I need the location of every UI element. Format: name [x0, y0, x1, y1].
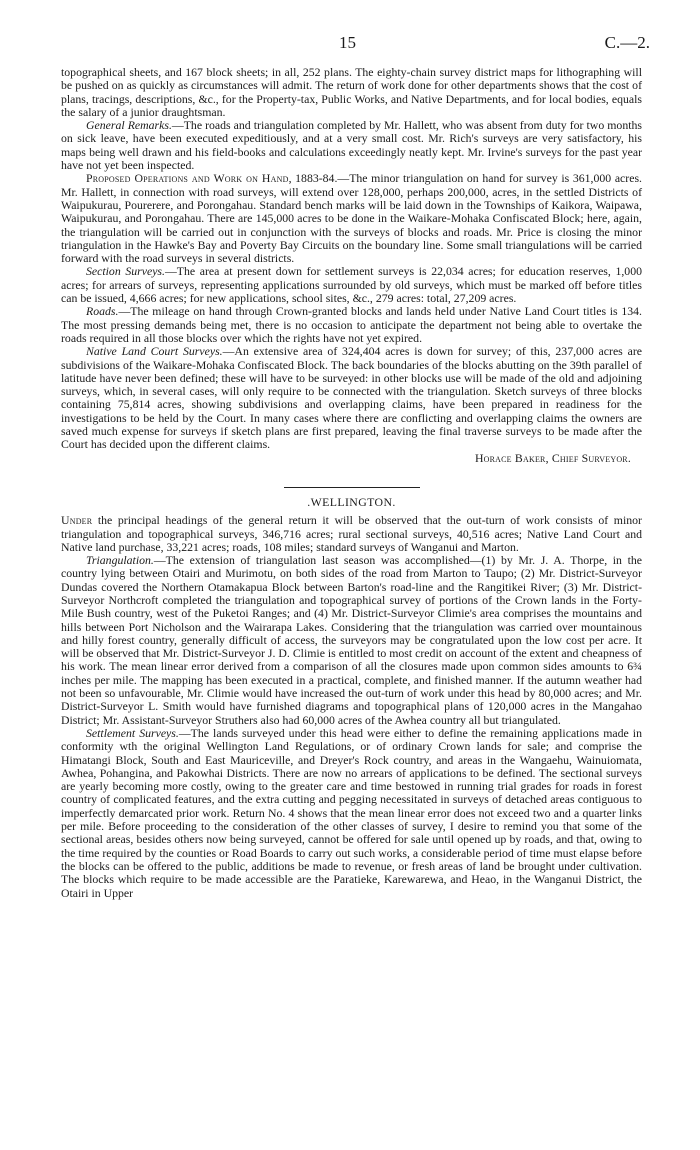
paragraph-text: —The mileage on hand through Crown-granted blocks and lands held under Native Land Court titles is 134. The most pressing demands being met, there is no occasion to anticipate the department not being able to overtake the roads required in all those blocks over which the rights have not yet expired.	[61, 304, 642, 345]
paragraph-native-land-court	[61, 345, 642, 451]
section-divider	[284, 487, 420, 488]
paragraph-heading: Settlement Surveys.	[86, 725, 179, 740]
paragraph-text: —The lands surveyed under this head were either to define the remaining applications made in conformity wth the original Wellington Land Regulations, or of ordinary Crown lands for sale; and comprise the Himatangi Block, South and East Mauriceville, and Dreyer's Rock country, and areas in the Wangaehu, Wainuiomata, Awhea, Pohangina, and Pakowhai Districts. There are now no arrears of applications to be defined. The sectional surveys are yearly becoming more costly, owing to the greater care and time bestowed in running trial grades for roads in forest country of complicated features, and the extra cutting and pegging necessitated in surveys of detached areas contiguous to imperfectly demarcated prior work. Return No. 4 shows that the mean linear error does not exceed two and a quarter links per mile. Before proceeding to the consideration of the other classes of survey, I desire to remind you that some of the sectional areas, besides others now being surveyed, cannot be offered for sale until opened up by roads, and that, owing to the time required by the counties or Road Boards to carry out such works, a considerable period of time must elapse before the blocks can be offered to the public, additions be made to revenue, or fresh areas of land be brought under cultivation. The blocks which require to be made accessible are the Paratieke, Karewarewa, and Heao, in the Wanganui District, the Otairi in Upper	[61, 725, 642, 900]
section-heading-wellington: .WELLINGTON.	[307, 494, 396, 509]
page-number: 15	[339, 33, 356, 52]
paragraph-lead-word: Under	[61, 513, 93, 528]
paragraph-proposed-operations	[61, 172, 642, 265]
paragraph-text: the principal headings of the general return it will be observed that the out-turn of work consists of minor triangulation and topographical surveys, 346,716 acres; rural sectional surveys, 40,516 acres; Native Land Court and Native land purchase, 33,221 acres; roads, 108 miles; standard surveys of Wanganui and Marton.	[61, 513, 642, 554]
document-reference: C.—2.	[604, 33, 650, 52]
paragraph-drafting-continued	[61, 66, 642, 119]
paragraph-roads	[61, 305, 642, 345]
paragraph-heading: Triangulation.	[86, 553, 154, 568]
page-header	[0, 33, 700, 56]
paragraph-heading: Native Land Court Surveys.	[86, 344, 223, 359]
paragraph-heading: General Remarks.	[86, 118, 172, 133]
paragraph-settlement-surveys	[61, 727, 642, 900]
signature: Horace Baker, Chief Surveyor.	[474, 450, 631, 465]
paragraph-triangulation	[61, 554, 642, 727]
paragraph-text: topographical sheets, and 167 block sheets; in all, 252 plans. The eighty-chain survey district maps for lithographing will be pushed on as quickly as circumstances will admit. The return of work done for other departments shows that the cost of plans, tracings, descriptions, &c., for the Property-tax, Public Works, and Native Departments, and for local bodies, equals the salary of a junior draughtsman.	[61, 65, 642, 119]
paragraph-section-surveys	[61, 265, 642, 305]
paragraph-heading: Proposed Operations and Work on Hand	[86, 171, 289, 186]
page-body	[61, 66, 642, 900]
paragraph-text: , 1883-84.—The minor triangulation on hand for survey is 361,000 acres. Mr. Hallett, in connection with road surveys, will extend over 128,000, perhaps 200,000, acres, in the settled Districts of Waipukurau, Pourerere, and Porongahau. Standard bench marks will be laid down in the Townships of Kaikora, Waipawa, Waipukurau, and Porongahau. There are 145,000 acres to be done in the Waikare-Mohaka Confiscated Block; here, again, the triangulation will be carried out in conjunction with the surveys of blocks and roads. Mr. Price is closing the minor triangulation in the Hawke's Bay and Poverty Bay Circuits on the boundary line. Some small triangulations will be carried forward with the road surveys in several districts.	[61, 171, 642, 266]
paragraph-text: —The extension of triangulation last season was accomplished—(1) by Mr. J. A. Thorpe, in the country lying between Otairi and Murimotu, on both sides of the road from Marton to Taupo; (2) Mr. District-Surveyor Dundas covered the Northern Otamakapua Block between Barton's road-line and the Rangitikei River; (3) Mr. District-Surveyor Northcroft completed the triangulation and topographical survey of portions of the Crown lands in the Forty-Mile Bush country, west of the Puketoi Ranges; and (4) Mr. District-Surveyor Climie's area comprises the mountains and hills between Port Nicholson and the Wairarapa Lakes. Considering that the triangulation was carried over mountainous and hilly forest country, generally difficult of access, the surveyors may be congratulated upon the low cost per acre. It will be observed that Mr. District-Surveyor J. D. Climie is entitled to most credit on account of the extent and cheapness of his work. The mean linear error derived from a comparison of all the closures made upon common sides amounts to 6¾ inches per mile. The mapping has been executed in a practical, complete, and finished manner. If the autumn weather had not been so unfavourable, Mr. Climie would have increased the out-turn of work under this head by 80,000 acres; and Mr. District-Surveyor L. Smith would have furnished diagrams and topographical plans of 120,000 acres in the Mangahao District; Mr. Assistant-Surveyor Struthers also had 60,000 acres of the Awhea country all but triangulated.	[61, 553, 642, 727]
paragraph-text: —The area at present down for settlement surveys is 22,034 acres; for education reserves, 1,000 acres; for arrears of surveys, representing applications surrounded by old surveys, which must be marked off before titles can be issued, 4,666 acres; for new applications, school sites, &c., 279 acres: total, 27,209 acres.	[61, 264, 643, 306]
paragraph-general-remarks	[61, 119, 642, 172]
paragraph-heading: Roads.	[86, 304, 119, 319]
paragraph-text: —An extensive area of 324,404 acres is down for survey; of this, 237,000 acres are subdivisions of the Waikare-Mohaka Confiscated Block. The back boundaries of the blocks abutting on the 39th parallel of latitude have never been defined; these will have to be surveyed: in other blocks use will be made of the old and adjoining surveys, which, in several cases, will only require to be connected with the triangulation. Sketch surveys of three blocks containing 75,814 acres, showing subdivisions and overlapping claims, have been prepared in readiness for the investigations to be held by the Court. In many cases where there are conflicting and overlapping claims the owners are saved much expense for surveys if sketch plans are first prepared, leaving the final traverse surveys to be made after the Court has decided upon the different claims.	[61, 344, 642, 452]
paragraph-text: —The roads and triangulation completed by Mr. Hallett, who was absent from duty for two months on sick leave, have been executed expeditiously, and at a very small cost. Mr. Rich's surveys are very satisfactory, his maps being well drawn and his field-books and calculations exceedingly neatly kept. Mr. Irvine's surveys for the past year have not yet been inspected.	[61, 118, 642, 173]
paragraph-wellington-intro	[61, 514, 642, 554]
paragraph-heading: Section Surveys.	[86, 264, 165, 279]
